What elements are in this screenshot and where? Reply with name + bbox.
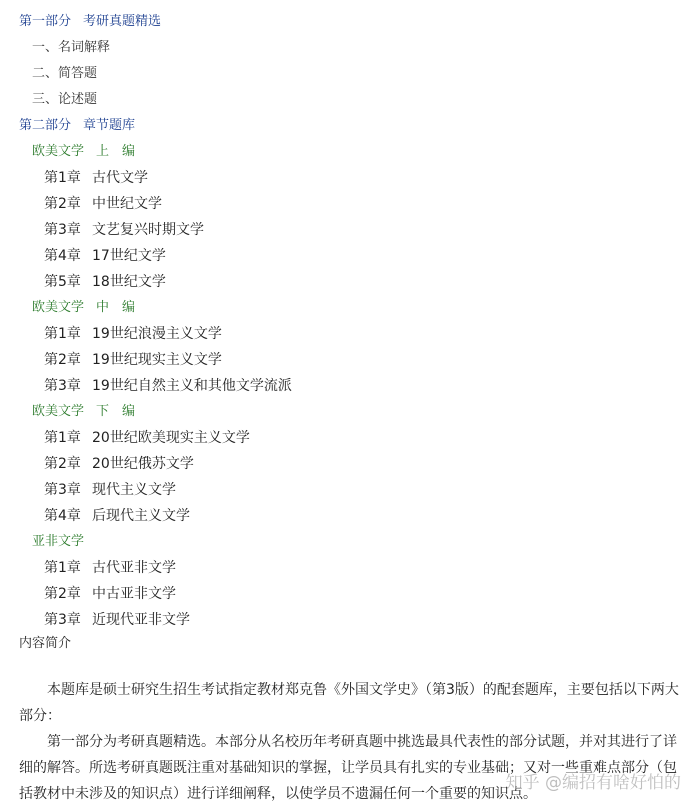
chapter-item[interactable] [44,324,222,344]
chapter-item[interactable] [44,220,204,240]
chapter-item[interactable] [44,246,166,266]
volume-suffix: 中 编 [96,300,136,315]
chapter-title: 古代亚非文学 [92,560,176,576]
part-heading[interactable] [19,116,135,136]
chapter-item[interactable] [44,610,190,630]
chapter-title: 古代文学 [92,170,148,186]
volume-label: 欧美文学 [32,404,85,419]
chapter-item[interactable] [44,454,194,474]
chapter-number: 第2章 [44,586,81,602]
chapter-title: 中古亚非文学 [92,586,176,602]
volume-suffix: 上 编 [96,144,136,159]
chapter-title: 20世纪欧美现实主义文学 [92,430,250,446]
chapter-number: 第4章 [44,248,81,264]
chapter-item[interactable] [44,506,190,526]
chapter-title: 18世纪文学 [92,274,166,290]
part-label: 第二部分 [19,118,72,133]
chapter-item[interactable] [44,194,162,214]
intro-heading: 内容简介 [19,636,72,651]
chapter-number: 第3章 [44,612,81,628]
volume-suffix: 下 编 [96,404,136,419]
intro-paragraph: 第一部分为考研真题精选。本部分从名校历年考研真题中挑选最具代表性的部分试题，并对其进行了详细的解答。所选考研真题既注重对基础知识的掌握，让学员具有扎实的专业基础；又对一些重难点部分（包括教材中未涉及的知识点）进行详细阐释，以使学员不遗漏任何一个重要的知识点。 [19,734,677,802]
chapter-title: 19世纪浪漫主义文学 [92,326,222,342]
chapter-number: 第1章 [44,170,81,186]
chapter-number: 第1章 [44,560,81,576]
chapter-title: 现代主义文学 [92,482,176,498]
intro-paragraph: 本题库是硕士研究生招生考试指定教材郑克鲁《外国文学史》（第3版）的配套题库，主要包括以下两大部分： [19,682,679,724]
chapter-title: 近现代亚非文学 [92,612,190,628]
volume-heading[interactable] [32,142,135,162]
part-heading[interactable] [19,12,161,32]
toc-item[interactable]: 三、论述题 [32,92,98,107]
volume-heading[interactable] [32,298,135,318]
chapter-title: 中世纪文学 [92,196,162,212]
chapter-item[interactable] [44,350,222,370]
chapter-number: 第1章 [44,430,81,446]
chapter-item[interactable] [44,376,292,396]
chapter-title: 19世纪自然主义和其他文学流派 [92,378,292,394]
part-title: 考研真题精选 [83,14,162,29]
chapter-number: 第2章 [44,352,81,368]
chapter-title: 17世纪文学 [92,248,166,264]
toc-item[interactable]: 一、名词解释 [32,40,111,55]
toc-item[interactable]: 二、简答题 [32,66,98,81]
chapter-item[interactable] [44,558,176,578]
chapter-item[interactable] [44,168,148,188]
part-title: 章节题库 [83,118,136,133]
volume-label: 欧美文学 [32,144,85,159]
chapter-number: 第3章 [44,378,81,394]
chapter-number: 第1章 [44,326,81,342]
volume-label: 欧美文学 [32,300,85,315]
chapter-number: 第4章 [44,508,81,524]
volume-heading[interactable] [32,402,135,422]
chapter-item[interactable] [44,428,250,448]
chapter-title: 20世纪俄苏文学 [92,456,194,472]
chapter-number: 第3章 [44,222,81,238]
volume-heading[interactable] [32,532,84,552]
chapter-number: 第2章 [44,456,81,472]
chapter-item[interactable] [44,584,176,604]
part-label: 第一部分 [19,14,72,29]
chapter-title: 文艺复兴时期文学 [92,222,204,238]
chapter-item[interactable] [44,272,166,292]
volume-label: 亚非文学 [32,534,85,549]
chapter-number: 第3章 [44,482,81,498]
chapter-title: 后现代主义文学 [92,508,190,524]
chapter-number: 第5章 [44,274,81,290]
chapter-number: 第2章 [44,196,81,212]
chapter-title: 19世纪现实主义文学 [92,352,222,368]
watermark: 知乎 @编招有啥好怕的 [505,773,681,793]
chapter-item[interactable] [44,480,176,500]
